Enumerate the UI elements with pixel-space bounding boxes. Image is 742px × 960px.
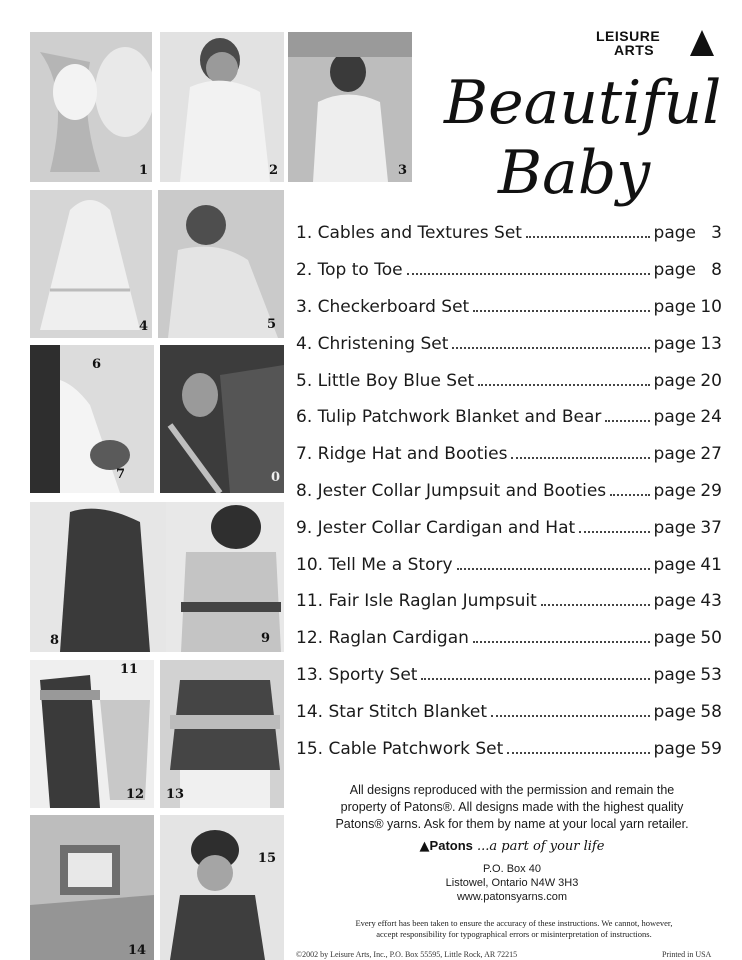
toc-entry-number: 9. bbox=[296, 517, 313, 538]
toc-page-label: page bbox=[653, 480, 696, 501]
toc-page-number: 20 bbox=[700, 370, 722, 391]
toc-entry-title bbox=[296, 223, 522, 243]
photo-label: 5 bbox=[266, 317, 276, 332]
toc-entry-page bbox=[654, 481, 722, 501]
photo-15 bbox=[160, 815, 284, 960]
toc-entry[interactable] bbox=[296, 657, 722, 694]
toc-entry-page bbox=[654, 665, 722, 685]
toc-entry-title bbox=[296, 260, 403, 280]
toc-entry-label: Cable Patchwork Set bbox=[328, 738, 504, 759]
toc-entry-page bbox=[654, 444, 722, 464]
toc-page-label: page bbox=[653, 517, 696, 538]
toc-entry-page bbox=[654, 518, 722, 538]
toc-entry-page bbox=[654, 334, 722, 354]
toc-entry[interactable] bbox=[296, 693, 722, 730]
toc-leader-dots bbox=[526, 236, 650, 238]
toc-entry[interactable] bbox=[296, 620, 722, 657]
toc-entry-label: Sporty Set bbox=[328, 664, 418, 685]
toc-page-label: page bbox=[653, 701, 696, 722]
toc-entry-label: Jester Collar Jumpsuit and Booties bbox=[317, 480, 607, 501]
toc-leader-dots bbox=[610, 494, 649, 496]
photo-label: 9 bbox=[260, 631, 270, 646]
toc-entry-page bbox=[654, 702, 722, 722]
toc-entry-number: 11. bbox=[296, 591, 324, 612]
photo-label: 4 bbox=[138, 319, 148, 334]
toc-leader-dots bbox=[511, 457, 649, 459]
toc-page-number: 3 bbox=[711, 223, 722, 244]
page-title-line-2: Baby bbox=[498, 138, 651, 208]
toc-page-label: page bbox=[653, 628, 696, 649]
toc-entry-label: Tell Me a Story bbox=[328, 554, 453, 575]
photo-label: 0 bbox=[270, 470, 280, 485]
toc-leader-dots bbox=[407, 273, 650, 275]
toc-page-number: 24 bbox=[700, 407, 722, 428]
toc-page-number: 41 bbox=[700, 554, 722, 575]
toc-entry-label: Tulip Patchwork Blanket and Bear bbox=[317, 407, 602, 428]
toc-entry-title bbox=[296, 407, 601, 427]
toc-leader-dots bbox=[421, 678, 649, 680]
photo-3 bbox=[288, 32, 412, 182]
toc-leader-dots bbox=[491, 715, 650, 717]
toc-page-label: page bbox=[653, 223, 696, 244]
toc-entry-number: 8. bbox=[296, 480, 313, 501]
toc-leader-dots bbox=[478, 384, 649, 386]
toc-entry-title bbox=[296, 739, 503, 759]
toc-entry-title bbox=[296, 628, 469, 648]
toc-entry-label: Ridge Hat and Booties bbox=[317, 444, 508, 465]
toc-entry-page bbox=[654, 628, 722, 648]
photo-label: 1 bbox=[138, 163, 148, 178]
toc-entry-page bbox=[654, 555, 722, 575]
toc-entry[interactable] bbox=[296, 583, 722, 620]
note-line: property of Patons®. All designs made with the highest quality bbox=[340, 800, 684, 814]
photo-2 bbox=[160, 32, 284, 182]
toc-entry-page bbox=[654, 591, 722, 611]
toc-entry[interactable] bbox=[296, 252, 722, 289]
toc-entry[interactable] bbox=[296, 362, 722, 399]
photo-4 bbox=[30, 190, 152, 338]
permission-note bbox=[296, 782, 728, 833]
toc-entry-number: 7. bbox=[296, 444, 313, 465]
toc-entry[interactable] bbox=[296, 215, 722, 252]
toc-entry-title bbox=[296, 481, 606, 501]
photo-label: 7 bbox=[116, 467, 126, 482]
photo-9 bbox=[166, 502, 284, 652]
toc-leader-dots bbox=[473, 641, 650, 643]
photo-1 bbox=[30, 32, 152, 182]
toc-page-label: page bbox=[653, 407, 696, 428]
photo-label: 15 bbox=[257, 851, 276, 866]
toc-entry-number: 12. bbox=[296, 628, 324, 649]
toc-entry-page bbox=[654, 260, 722, 280]
toc-entry-page bbox=[654, 407, 722, 427]
toc-entry-label: Checkerboard Set bbox=[317, 296, 470, 317]
toc-leader-dots bbox=[507, 752, 649, 754]
toc-entry-number: 15. bbox=[296, 738, 324, 759]
toc-entry-label: Star Stitch Blanket bbox=[328, 701, 488, 722]
toc-entry-title bbox=[296, 334, 448, 354]
toc-leader-dots bbox=[579, 531, 649, 533]
photo-label: 6 bbox=[92, 357, 102, 372]
address-block bbox=[296, 862, 728, 904]
table-of-contents bbox=[296, 215, 722, 767]
toc-entry[interactable] bbox=[296, 730, 722, 767]
toc-page-number: 50 bbox=[700, 628, 722, 649]
toc-page-number: 29 bbox=[700, 480, 722, 501]
toc-entry-title bbox=[296, 702, 487, 722]
toc-entry-number: 4. bbox=[296, 333, 313, 354]
toc-entry[interactable] bbox=[296, 473, 722, 510]
toc-page-number: 10 bbox=[700, 296, 722, 317]
toc-page-label: page bbox=[653, 370, 696, 391]
photo-14 bbox=[30, 815, 154, 960]
toc-page-label: page bbox=[653, 260, 696, 281]
photo-label: 3 bbox=[398, 163, 408, 178]
toc-page-label: page bbox=[653, 554, 696, 575]
photo-label: 11 bbox=[120, 662, 139, 677]
toc-entry-number: 2. bbox=[296, 260, 313, 281]
toc-leader-dots bbox=[541, 604, 650, 606]
toc-entry-label: Cables and Textures Set bbox=[317, 223, 522, 244]
photo-label: 12 bbox=[126, 787, 145, 802]
patons-mark-icon: ▲ bbox=[419, 839, 430, 854]
toc-page-number: 53 bbox=[700, 664, 722, 685]
toc-entry-number: 14. bbox=[296, 701, 324, 722]
toc-leader-dots bbox=[452, 347, 649, 349]
photo-8-dark bbox=[160, 345, 284, 493]
website-link[interactable]: www.patonsyarns.com bbox=[456, 891, 568, 903]
photo-label: 14 bbox=[128, 943, 147, 958]
disclaimer bbox=[300, 918, 728, 940]
toc-entry-number: 1. bbox=[296, 223, 313, 244]
photo-6-7 bbox=[30, 345, 154, 493]
toc-entry-title bbox=[296, 591, 537, 611]
toc-page-label: page bbox=[653, 333, 696, 354]
toc-entry-page bbox=[654, 371, 722, 391]
toc-page-number: 8 bbox=[711, 260, 722, 281]
toc-entry-title bbox=[296, 444, 507, 464]
toc-entry-number: 6. bbox=[296, 407, 313, 428]
toc-entry-title bbox=[296, 555, 453, 575]
copyright: ©2002 by Leisure Arts, Inc., P.O. Box 55595, Little Rock, AR 72215 bbox=[296, 950, 518, 959]
toc-entry-label: Little Boy Blue Set bbox=[317, 370, 475, 391]
toc-entry[interactable] bbox=[296, 436, 722, 473]
toc-page-label: page bbox=[653, 591, 696, 612]
toc-page-number: 27 bbox=[700, 444, 722, 465]
printed-in: Printed in USA bbox=[662, 950, 712, 959]
toc-entry-label: Raglan Cardigan bbox=[328, 628, 469, 649]
toc-page-number: 58 bbox=[700, 701, 722, 722]
toc-entry-label: Christening Set bbox=[317, 333, 449, 354]
address-line: P.O. Box 40 bbox=[483, 863, 541, 875]
toc-entry-title bbox=[296, 297, 469, 317]
leisure-arts-logo bbox=[596, 28, 720, 58]
toc-page-label: page bbox=[653, 738, 696, 759]
logo-line-2: ARTS bbox=[614, 42, 655, 58]
toc-leader-dots bbox=[473, 310, 649, 312]
toc-page-number: 13 bbox=[700, 333, 722, 354]
photo-11-12 bbox=[30, 660, 154, 808]
toc-entry[interactable] bbox=[296, 546, 722, 583]
toc-entry-page bbox=[654, 223, 722, 243]
patons-tagline: ...a part of your life bbox=[477, 839, 605, 854]
toc-entry-title bbox=[296, 665, 417, 685]
toc-entry-title bbox=[296, 371, 474, 391]
logo-a-mark-icon bbox=[690, 30, 714, 56]
note-line: Patons® yarns. Ask for them by name at your local yarn retailer. bbox=[335, 817, 689, 831]
toc-entry-page bbox=[654, 739, 722, 759]
toc-entry-title bbox=[296, 518, 575, 538]
toc-leader-dots bbox=[605, 420, 649, 422]
toc-entry-number: 10. bbox=[296, 554, 324, 575]
photo-5 bbox=[158, 190, 284, 338]
toc-entry-number: 3. bbox=[296, 296, 313, 317]
toc-entry-label: Jester Collar Cardigan and Hat bbox=[317, 517, 576, 538]
photo-label: 13 bbox=[166, 787, 185, 802]
toc-page-label: page bbox=[653, 664, 696, 685]
toc-entry[interactable] bbox=[296, 509, 722, 546]
disclaimer-line: accept responsibility for typographical errors or misinterpretation of instructions. bbox=[376, 929, 652, 939]
photo-label: 2 bbox=[268, 163, 278, 178]
photo-8 bbox=[30, 502, 166, 652]
toc-page-number: 37 bbox=[700, 517, 722, 538]
toc-page-label: page bbox=[653, 296, 696, 317]
toc-entry[interactable] bbox=[296, 325, 722, 362]
toc-entry[interactable] bbox=[296, 289, 722, 326]
page-title-line-1: Beautiful bbox=[444, 68, 722, 138]
photo-label: 8 bbox=[50, 633, 60, 648]
toc-page-number: 43 bbox=[700, 591, 722, 612]
address-line: Listowel, Ontario N4W 3H3 bbox=[445, 877, 579, 889]
disclaimer-line: Every effort has been taken to ensure the accuracy of these instructions. We cannot, however, bbox=[355, 918, 673, 928]
patons-brand: Patons bbox=[429, 838, 473, 853]
toc-entry-label: Fair Isle Raglan Jumpsuit bbox=[328, 591, 537, 612]
toc-page-number: 59 bbox=[700, 738, 722, 759]
toc-entry-page bbox=[654, 297, 722, 317]
toc-entry-number: 13. bbox=[296, 664, 324, 685]
toc-page-label: page bbox=[653, 444, 696, 465]
photo-13 bbox=[160, 660, 284, 808]
note-line: All designs reproduced with the permission and remain the bbox=[349, 783, 675, 797]
toc-entry-label: Top to Toe bbox=[317, 260, 403, 281]
patons-logo bbox=[296, 838, 728, 854]
toc-entry[interactable] bbox=[296, 399, 722, 436]
toc-leader-dots bbox=[457, 568, 650, 570]
logo-line-1: LEISURE bbox=[596, 28, 661, 44]
toc-entry-number: 5. bbox=[296, 370, 313, 391]
